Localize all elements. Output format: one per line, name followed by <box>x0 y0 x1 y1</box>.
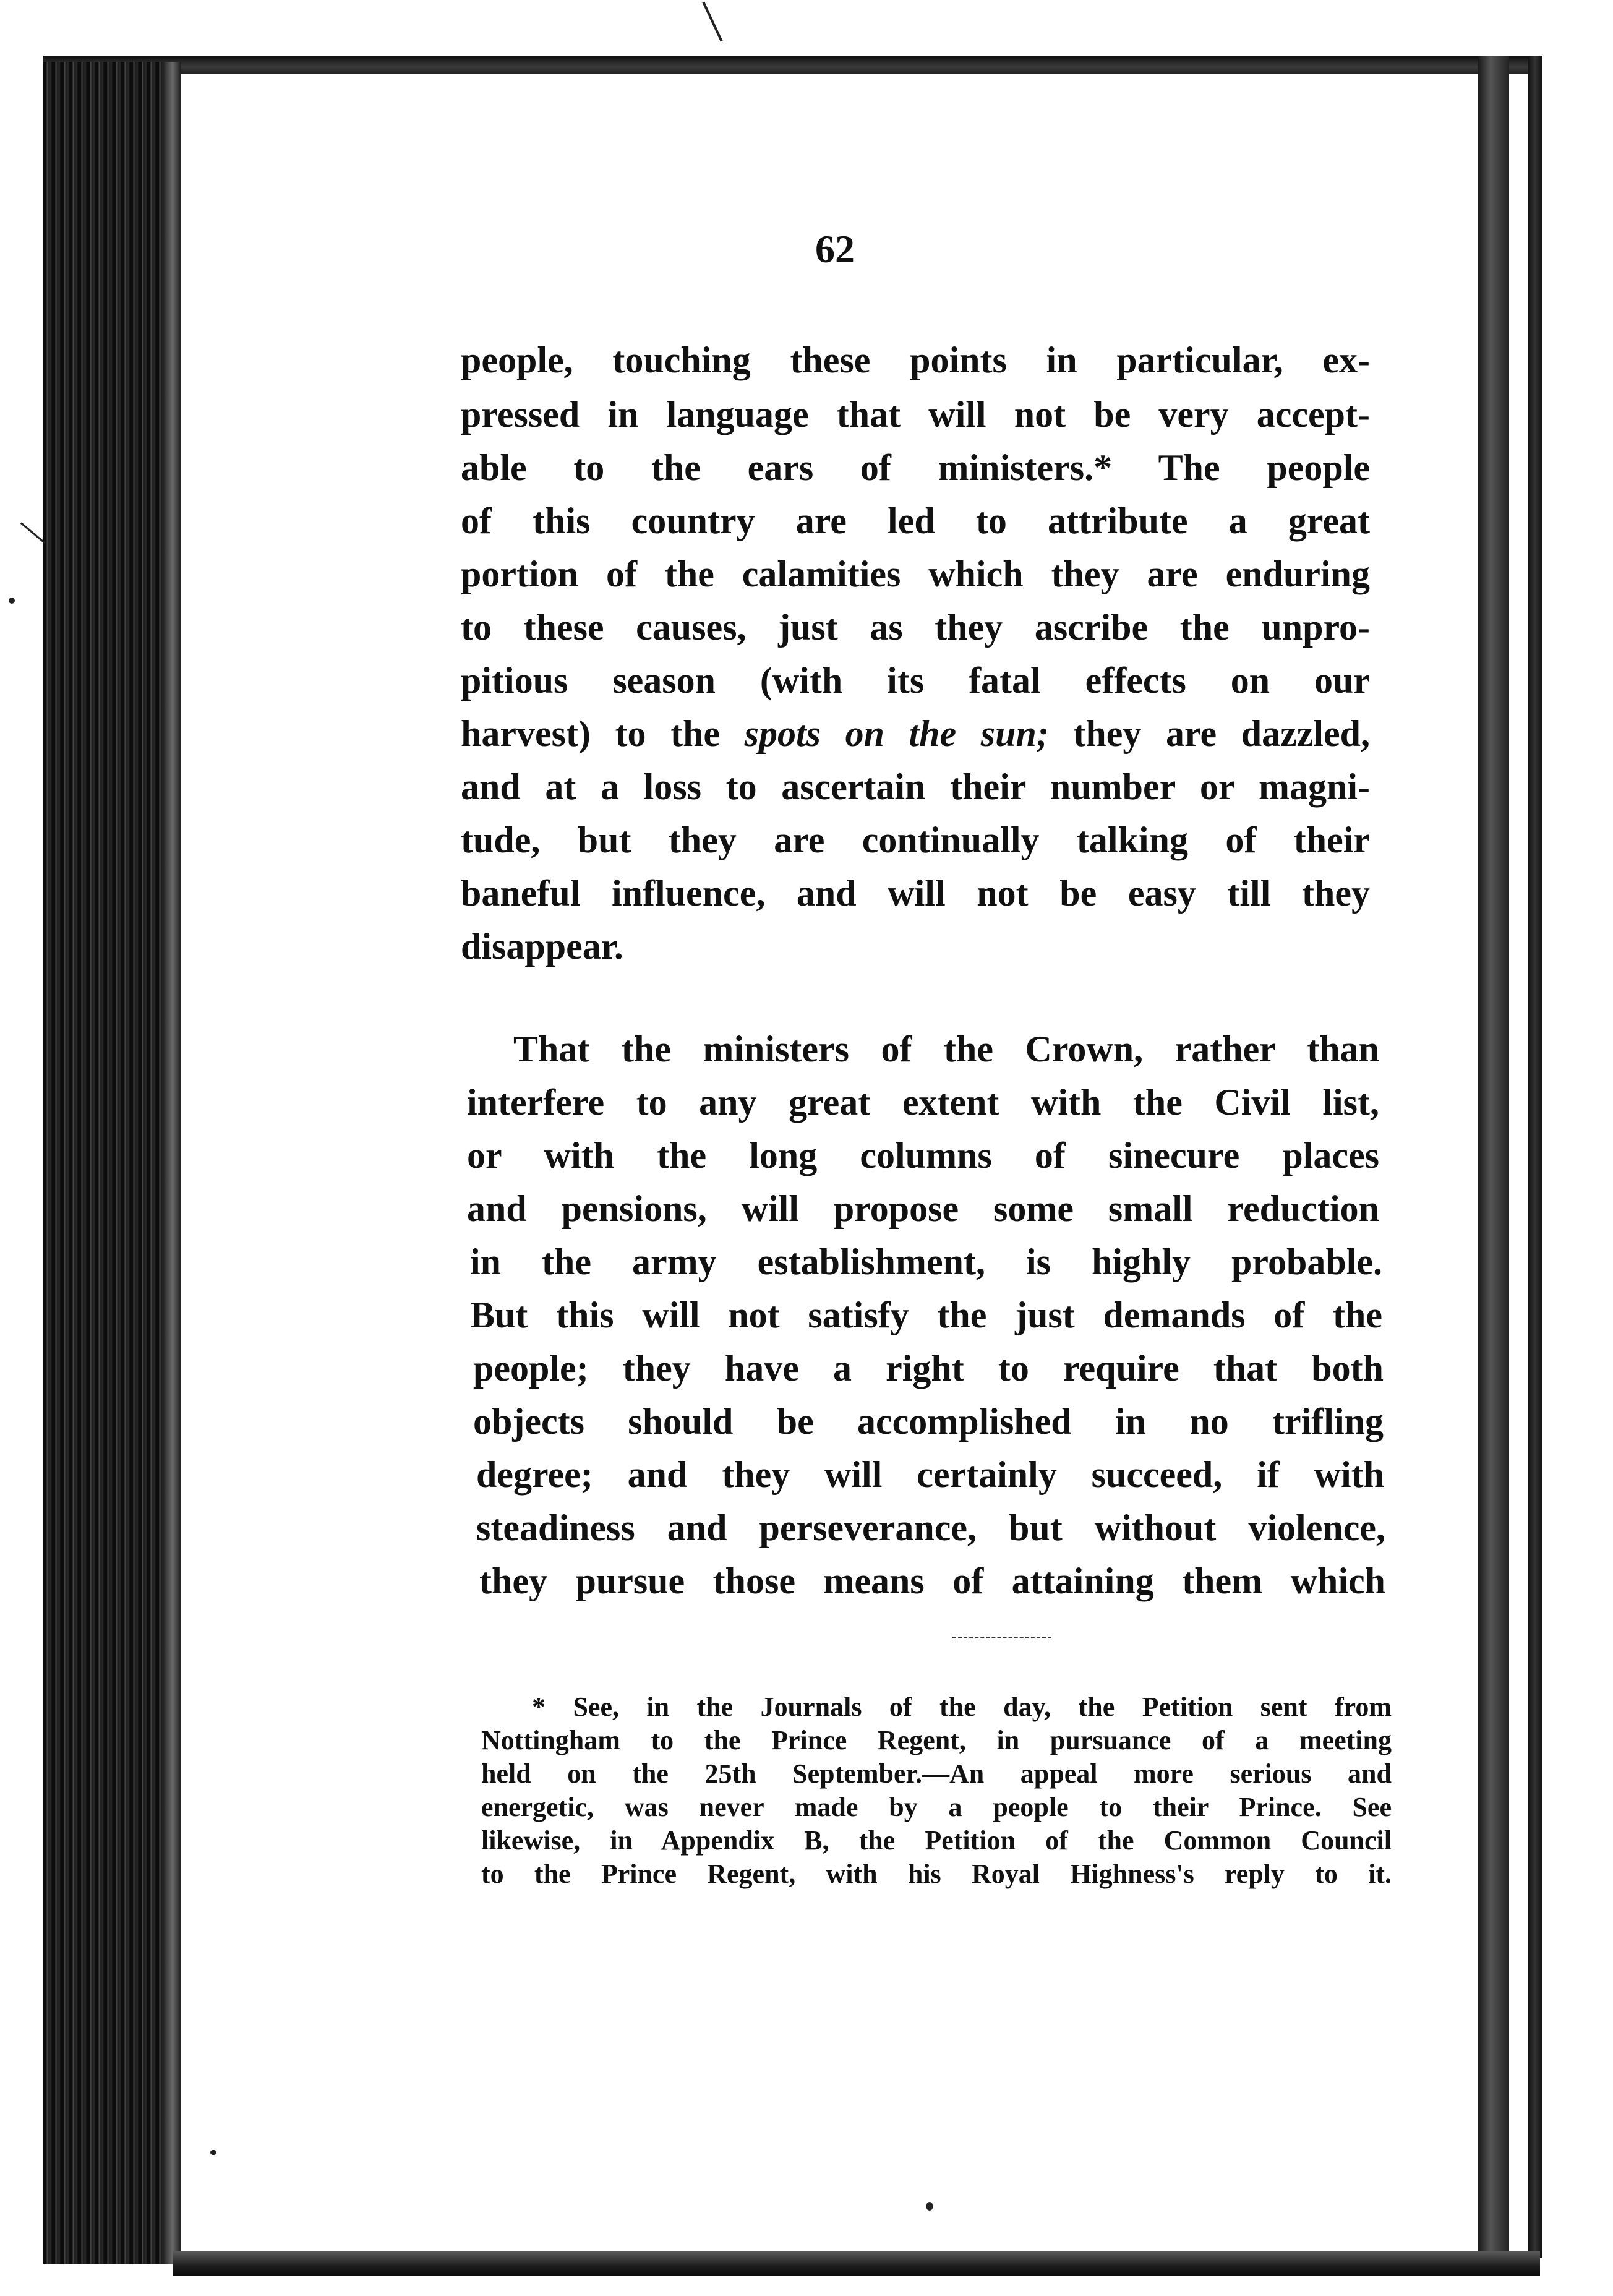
footnote-line: Nottingham to the Prince Regent, in pursuance of a meeting <box>481 1725 1392 1755</box>
footnote-line: energetic, was never made by a people to their Prince. See <box>481 1792 1392 1822</box>
text-line: and pensions, will propose some small reduction <box>467 1188 1379 1229</box>
text-line: disappear. <box>461 926 623 967</box>
footnote-line: held on the 25th September.—An appeal more serious and <box>481 1758 1392 1789</box>
footnote-line: to the Prince Regent, with his Royal Highness's reply to it. <box>481 1859 1392 1889</box>
book-gutter-shadow <box>164 62 181 2264</box>
text-line: in the army establishment, is highly probable. <box>470 1241 1382 1282</box>
scan-mark <box>702 1 722 41</box>
italic-phrase: spots on the sun; <box>744 713 1049 754</box>
scan-mark <box>9 598 15 604</box>
text-line: baneful influence, and will not be easy till they <box>461 873 1370 914</box>
text-span: harvest) to the <box>461 713 745 754</box>
text-line: of this country are led to attribute a great <box>461 500 1370 541</box>
text-line: people; they have a right to require that both <box>473 1348 1384 1389</box>
footnote-rule <box>952 1637 1051 1638</box>
text-line: portion of the calamities which they are enduring <box>461 554 1370 594</box>
text-line: pitious season (with its fatal effects on our <box>461 660 1370 701</box>
scan-mark <box>20 522 45 543</box>
text-line: But this will not satisfy the just demands of the <box>470 1295 1382 1335</box>
text-line: pressed in language that will not be very accept- <box>461 394 1370 435</box>
scan-mark <box>926 2202 933 2211</box>
text-line: they pursue those means of attaining them which <box>479 1561 1385 1601</box>
footnote-line: likewise, in Appendix B, the Petition of the Common Council <box>481 1825 1392 1856</box>
text-line: steadiness and perseverance, but without violence, <box>476 1507 1385 1548</box>
text-line: interfere to any great extent with the Civil list, <box>467 1082 1379 1123</box>
book-spine-edge <box>43 62 179 2264</box>
text-line: to these causes, just as they ascribe the unpro- <box>461 607 1370 648</box>
text-line: objects should be accomplished in no trifling <box>473 1401 1384 1442</box>
text-line: That the ministers of the Crown, rather than <box>513 1029 1379 1069</box>
text-line: tude, but they are continually talking of their <box>461 820 1370 860</box>
text-line: or with the long columns of sinecure places <box>467 1135 1379 1176</box>
text-line: degree; and they will certainly succeed, if with <box>476 1454 1384 1495</box>
footnote-line: * See, in the Journals of the day, the Petition sent from <box>532 1692 1392 1722</box>
text-span: they are dazzled, <box>1048 713 1371 754</box>
page-number: 62 <box>815 227 855 271</box>
text-line: people, touching these points in particular, ex- <box>461 340 1370 380</box>
text-line: able to the ears of ministers.* The people <box>461 447 1370 488</box>
book-bottom-edge <box>173 2251 1540 2276</box>
scan-mark <box>210 2150 216 2155</box>
book-right-edge <box>1478 56 1509 2258</box>
text-line: and at a loss to ascertain their number or magni- <box>461 766 1370 807</box>
book-right-edge-outer <box>1528 56 1542 2258</box>
book-top-edge <box>43 56 1540 74</box>
text-line-with-italic <box>461 715 1370 752</box>
